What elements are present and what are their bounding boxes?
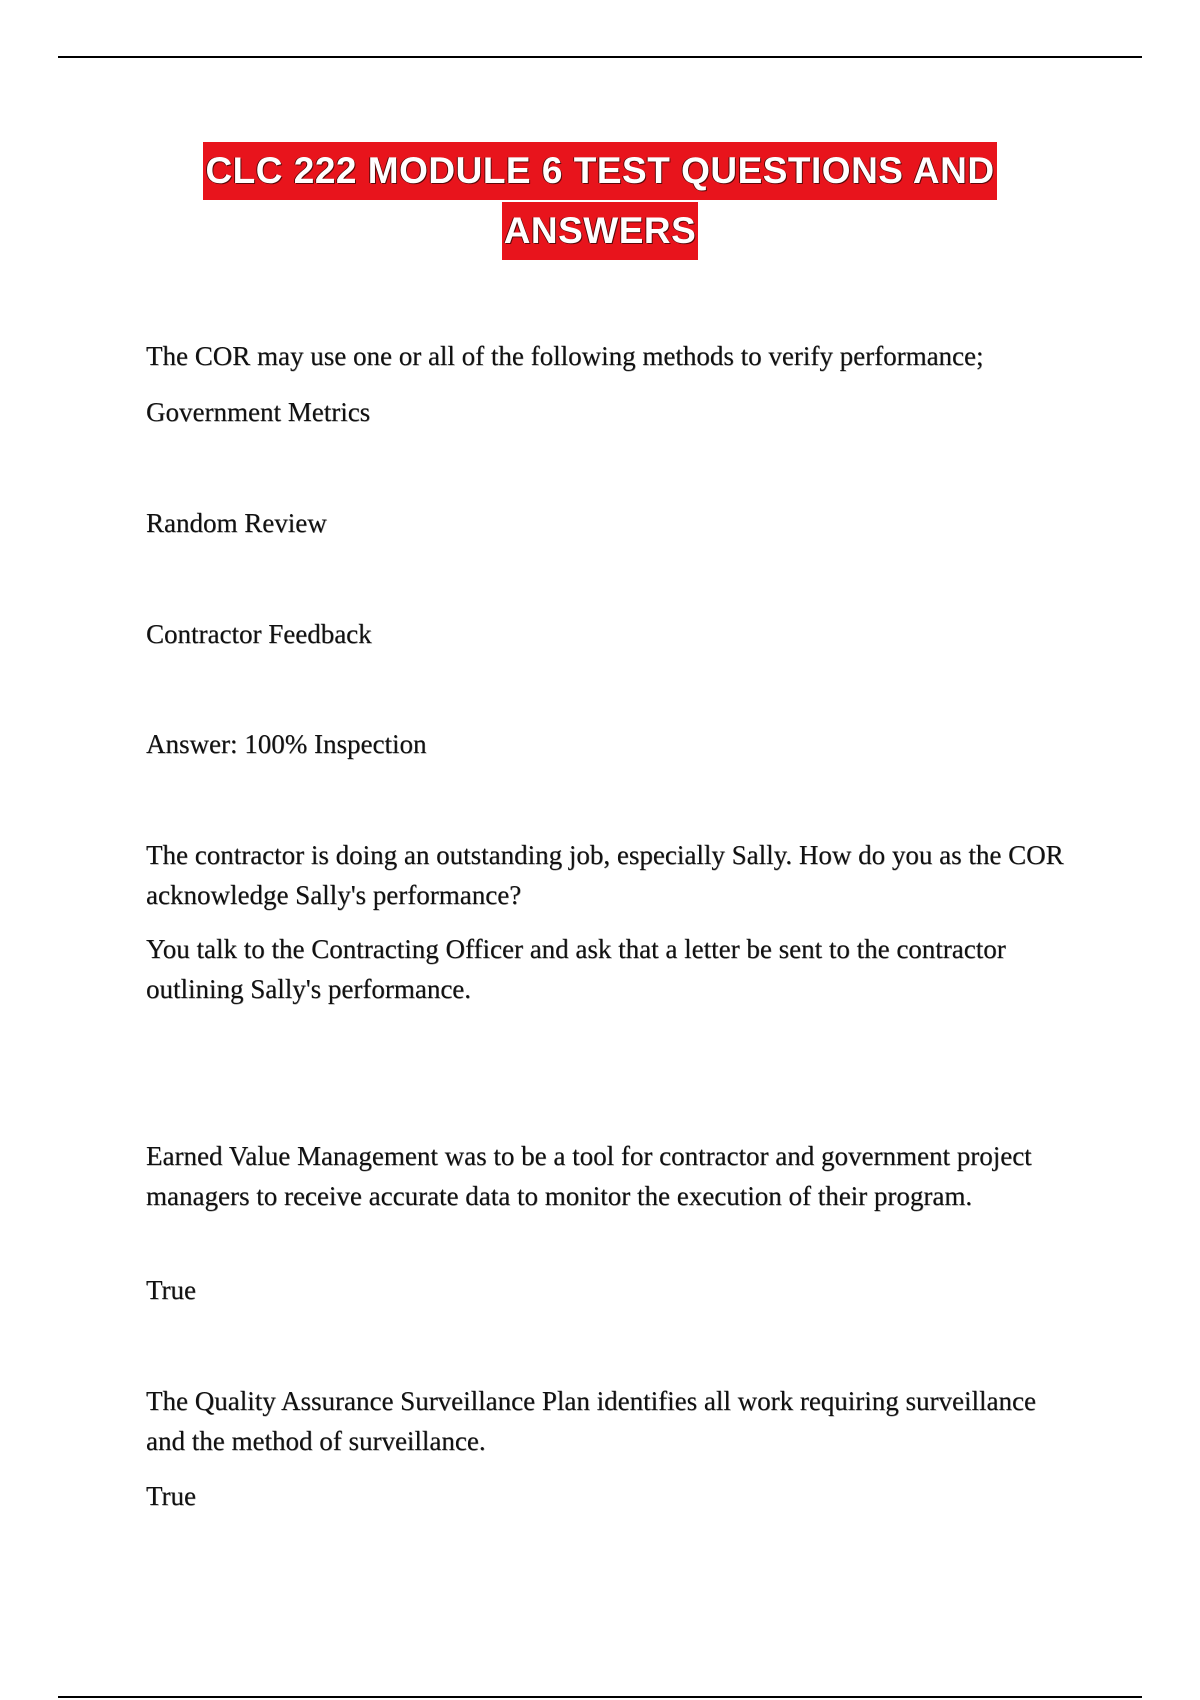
bottom-rule: [58, 1696, 1142, 1698]
question-2-answer: You talk to the Contracting Officer and ask that a letter be sent to the contractor outlining Sally's performance.: [146, 934, 1006, 1004]
document-title: [0, 142, 1200, 260]
question-1-option: Contractor Feedback: [146, 619, 372, 649]
question-3-answer: True: [146, 1275, 197, 1305]
title-line-1: CLC 222 MODULE 6 TEST QUESTIONS AND: [203, 142, 996, 200]
question-1-text: The COR may use one or all of the following methods to verify performance;: [146, 341, 984, 371]
question-4-answer: True: [146, 1481, 197, 1511]
question-1-answer: Answer: 100% Inspection: [146, 729, 427, 759]
question-1-option: Random Review: [146, 508, 327, 538]
question-3-text: Earned Value Management was to be a tool for contractor and government project managers to receive accurate data to monitor the execution of their program.: [146, 1141, 1032, 1211]
question-2-text: The contractor is doing an outstanding job, especially Sally. How do you as the COR acknowledge Sally's performance?: [146, 840, 1064, 910]
title-line-2: ANSWERS: [502, 202, 699, 260]
question-1-option: Government Metrics: [146, 397, 371, 427]
question-4-text: The Quality Assurance Surveillance Plan identifies all work requiring surveillance and the method of surveillance.: [146, 1386, 1036, 1456]
top-rule: [58, 56, 1142, 58]
